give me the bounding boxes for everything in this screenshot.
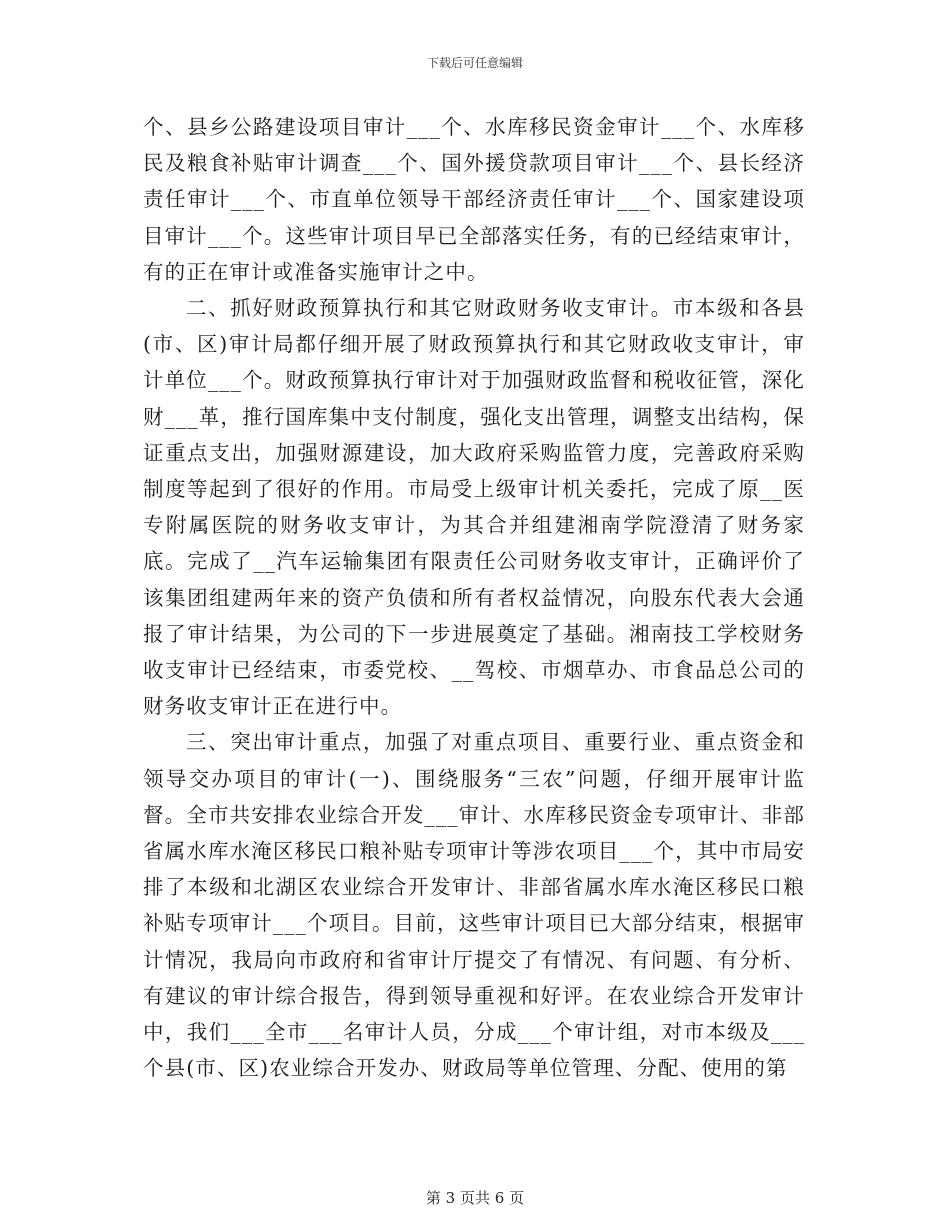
paragraph-section-three: 三、突出审计重点，加强了对重点项目、重要行业、重点资金和领导交办项目的审计(一)、围绕服务“三农”问题，仔细开展审计监督。全市共安排农业综合开发___审计、水库移民资金专项审计、非部省属水库水淹区移民口粮补贴专项审计等涉农项目___个，其中市局安排了本级和北湖区农业综合开发审计、非部省属水库水淹区移民口粮补贴专项审计___个项目。目前，这些审计项目已大部分结束，根据审计情况，我局向市政府和省审计厅提交了有情况、有问题、有分析、有建议的审计综合报告，得到领导重视和好评。在农业综合开发审计中，我们___全市___名审计人员，分成___个审计组，对市本级及___个县(市、区)农业综合开发办、财政局等单位管理、分配、使用的第 (143, 730, 805, 1081)
paragraph-section-two: 二、抓好财政预算执行和其它财政财务收支审计。市本级和各县(市、区)审计局都仔细开展了财政预算执行和其它财政收支审计，审计单位___个。财政预算执行审计对于加强财政监督和税收征管，深化财___革，推行国库集中支付制度，强化支出管理，调整支出结构，保证重点支出，加强财源建设，加大政府采购监管力度，完善政府采购制度等起到了很好的作用。市局受上级审计机关委托，完成了原__医专附属医院的财务收支审计，为其合并组建湘南学院澄清了财务家底。完成了__汽车运输集团有限责任公司财务收支审计，正确评价了该集团组建两年来的资产负债和所有者权益情况，向股东代表大会通报了审计结果，为公司的下一步进展奠定了基础。湘南技工学校财务收支审计已经结束，市委党校、__驾校、市烟草办、市食品总公司的财务收支审计正在进行中。 (143, 296, 805, 719)
page-header-note: 下载后可任意编辑 (426, 56, 523, 70)
page-number-footer: 第 3 页共 6 页 (425, 1189, 525, 1207)
document-body (143, 109, 805, 1086)
paragraph-continuation: 个、县乡公路建设项目审计___个、水库移民资金审计___个、水库移民及粮食补贴审计调查___个、国外援贷款项目审计___个、县长经济责任审计___个、市直单位领导干部经济责任审计___个、国家建设项目审计___个。这些审计项目早已全部落实任务，有的已经结束审计，有的正在审计或准备实施审计之中。 (143, 115, 805, 284)
